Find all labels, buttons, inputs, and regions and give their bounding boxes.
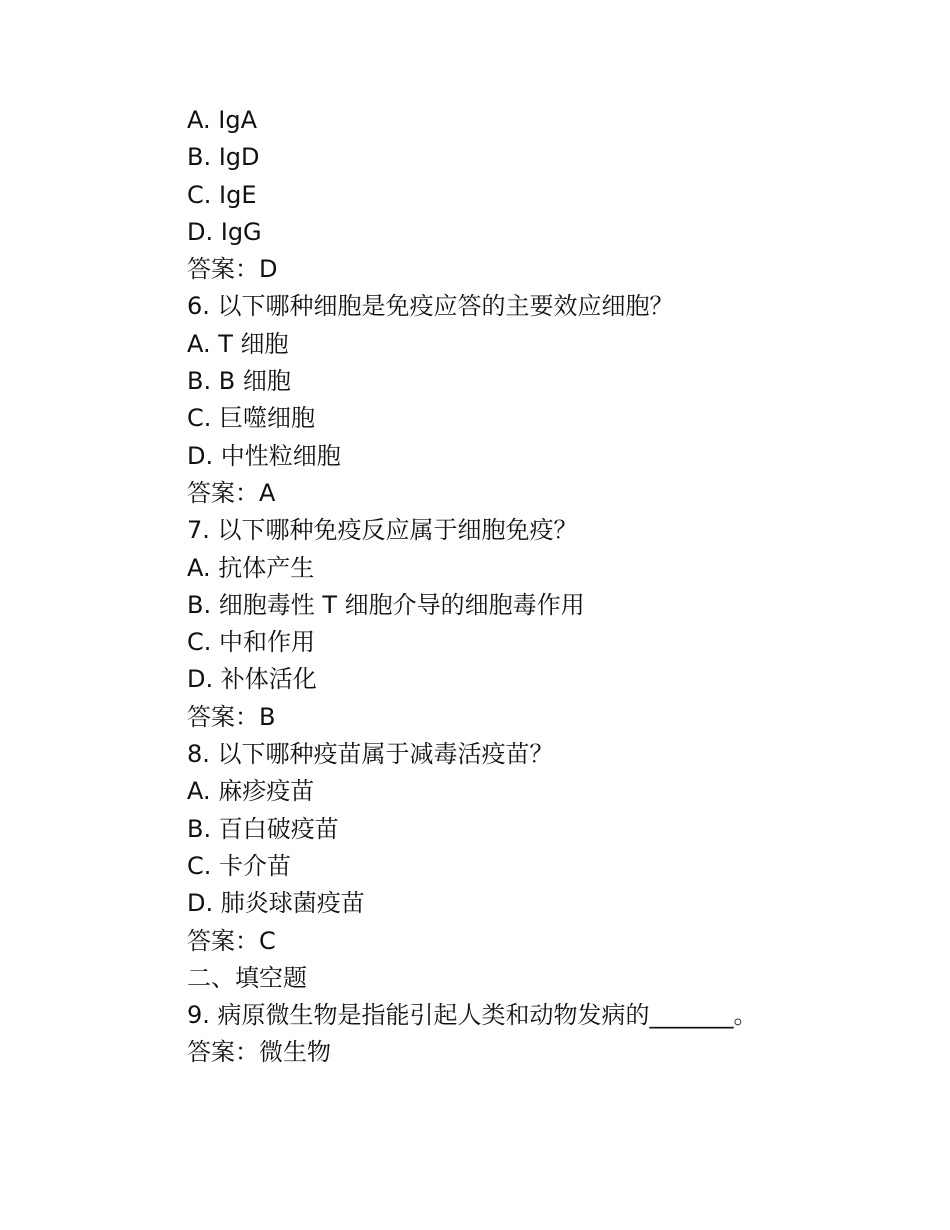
option-b-q7: B. 细胞毒性 T 细胞介导的细胞毒作用 (187, 590, 585, 619)
document-page (187, 102, 887, 1072)
answer-q7: 答案：B (187, 702, 276, 731)
option-c-q5: C. IgE (187, 180, 257, 209)
option-a-q5: A. IgA (187, 106, 257, 134)
question-9: 9. 病原微生物是指能引起人类和动物发病的_______。 (187, 1001, 758, 1030)
option-a-q8: A. 麻疹疫苗 (187, 777, 315, 806)
option-d-q8: D. 肺炎球菌疫苗 (187, 889, 365, 918)
option-a-q7: A. 抗体产生 (187, 553, 315, 582)
answer-q8: 答案：C (187, 926, 276, 955)
option-b-q6: B. B 细胞 (187, 367, 291, 396)
option-d-q7: D. 补体活化 (187, 665, 317, 694)
question-6: 6. 以下哪种细胞是免疫应答的主要效应细胞？ (187, 292, 674, 321)
option-d-q6: D. 中性粒细胞 (187, 441, 341, 470)
answer-q6: 答案：A (187, 478, 276, 507)
option-d-q5: D. IgG (187, 217, 262, 246)
question-7: 7. 以下哪种免疫反应属于细胞免疫？ (187, 516, 578, 545)
option-c-q6: C. 巨噬细胞 (187, 404, 316, 433)
option-c-q7: C. 中和作用 (187, 628, 316, 657)
question-8: 8. 以下哪种疫苗属于减毒活疫苗？ (187, 740, 554, 769)
option-a-q6: A. T 细胞 (187, 329, 289, 358)
option-c-q8: C. 卡介苗 (187, 851, 292, 880)
answer-q9: 答案：微生物 (187, 1038, 331, 1067)
option-b-q8: B. 百白破疫苗 (187, 814, 339, 843)
answer-q5: 答案：D (187, 255, 278, 284)
option-b-q5: B. IgD (187, 143, 260, 172)
section-heading-fill-in: 二、填空题 (187, 963, 307, 992)
